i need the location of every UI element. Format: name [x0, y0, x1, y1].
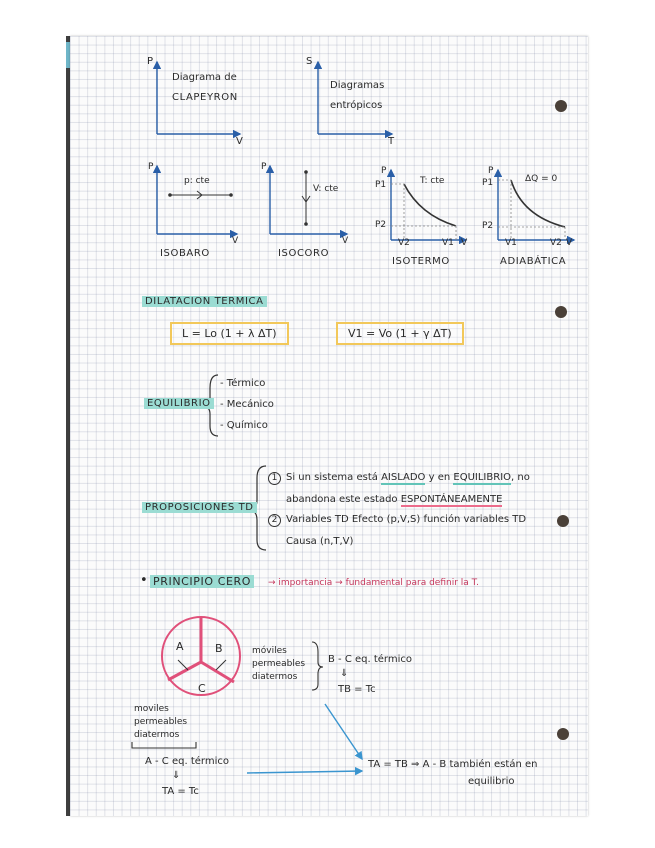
proposicion-2-line2: Causa (n,T,V) [286, 536, 354, 547]
clapeyron-y-axis-label: P [147, 56, 154, 67]
ac-down-arrow: ⇓ [172, 770, 181, 781]
wall-right-line: diatermos [252, 672, 298, 682]
item1-number: 1 [268, 472, 281, 485]
ta-equals-tc: TA = Tc [162, 786, 199, 797]
proposicion-1-line2 [286, 494, 502, 505]
text: abandona este estado [286, 494, 398, 505]
text: Si un sistema está [286, 472, 378, 483]
adiabatica-y-axis-label: P [488, 166, 494, 176]
proposicion-2-line1: Variables TD Efecto (p,V,S) función variables TD [286, 514, 527, 525]
adiabatica-x-axis-label: V [566, 238, 573, 248]
principio-note: → importancia → fundamental para definir la T. [268, 578, 479, 588]
adiabatica-curve-label: ΔQ = 0 [525, 174, 558, 184]
item2-number: 2 [268, 514, 281, 527]
isotermo-x-axis-label: V [461, 238, 468, 248]
principio-bullet: • [140, 573, 148, 588]
system-c-label: C [198, 682, 206, 695]
bc-down-arrow: ⇓ [340, 668, 349, 679]
tb-equals-tc: TB = Tc [338, 684, 376, 695]
isocoro-x-axis-label: V [342, 236, 349, 246]
clapeyron-title-line1: Diagrama de [172, 72, 237, 83]
isocoro-caption: ISOCORO [278, 248, 330, 259]
isobaro-curve-label: p: cte [184, 176, 210, 186]
formula-volume: V1 = Vo (1 + γ ΔT) [336, 322, 464, 345]
dilatacion-title: DILATACION TERMICA [142, 296, 267, 307]
text: y en [428, 472, 451, 483]
equilibrio-item: - Mecánico [220, 399, 274, 410]
ac-eq-termico: A - C eq. térmico [145, 756, 229, 767]
arrow-ta-to-conclusion [247, 771, 362, 773]
isotermo-curve-label: T: cte [420, 176, 445, 186]
isotermo-v2-tick: V2 [398, 238, 410, 248]
isocoro-y-axis-label: P [261, 162, 267, 172]
keyword-equilibrio: EQUILIBRIO [453, 472, 512, 483]
isotermo-p1-label: P1 [375, 180, 387, 190]
bc-eq-termico: B - C eq. térmico [328, 654, 412, 665]
wall-left-line: permeables [134, 717, 188, 727]
adiabatica-p2-label: P2 [482, 221, 494, 231]
entropic-y-axis-label: S [306, 56, 313, 67]
text: , no [511, 472, 530, 483]
adiabatica-p1-label: P1 [482, 178, 494, 188]
wall-left-line: moviles [134, 704, 169, 714]
isobaro-y-axis-label: P [148, 162, 154, 172]
entropic-title-line1: Diagramas [330, 80, 385, 91]
isotermo-y-axis-label: P [381, 166, 387, 176]
isotermo-v1-tick: V1 [442, 238, 454, 248]
proposicion-1-line1 [286, 472, 530, 483]
clapeyron-x-axis-label: V [236, 136, 243, 147]
isobaro-caption: ISOBARO [160, 248, 210, 259]
keyword-aislado: AISLADO [381, 472, 426, 483]
equilibrio-label: EQUILIBRIO [144, 398, 214, 409]
entropic-x-axis-label: T [388, 136, 395, 147]
conclusion-line2: equilibrio [468, 776, 515, 787]
equilibrio-item: - Químico [220, 420, 268, 431]
wall-left-line: diatermos [134, 730, 180, 740]
principio-title: PRINCIPIO CERO [150, 575, 254, 588]
wall-right-brace [312, 642, 323, 690]
adiabatica-v2-tick: V2 [550, 238, 562, 248]
wall-right-line: móviles [252, 646, 287, 656]
adiabatica-caption: ADIABÁTICA [500, 256, 567, 267]
isocoro-graph [270, 166, 347, 234]
formula-linear: L = Lo (1 + λ ΔT) [170, 322, 289, 345]
wall-right-line: permeables [252, 659, 306, 669]
entropic-axes [318, 62, 392, 134]
adiabatica-v1-tick: V1 [505, 238, 517, 248]
wall-left-bracket [132, 742, 196, 748]
arrow-tb-to-conclusion [325, 704, 362, 759]
proposiciones-label: PROPOSICIONES TD [142, 502, 257, 513]
isotermo-caption: ISOTERMO [392, 256, 450, 267]
equilibrio-item: - Térmico [220, 378, 266, 389]
isotermo-p2-label: P2 [375, 220, 387, 230]
keyword-espontaneamente: ESPONTÁNEAMENTE [400, 494, 503, 505]
system-b-label: B [215, 642, 223, 655]
conclusion-line1: TA = TB ⇒ A - B también están en [368, 759, 538, 770]
isobaro-x-axis-label: V [232, 236, 239, 246]
entropic-title-line2: entrópicos [330, 100, 383, 111]
clapeyron-title-line2: CLAPEYRON [172, 92, 238, 103]
system-a-label: A [176, 640, 184, 653]
isocoro-curve-label: V: cte [313, 184, 339, 194]
